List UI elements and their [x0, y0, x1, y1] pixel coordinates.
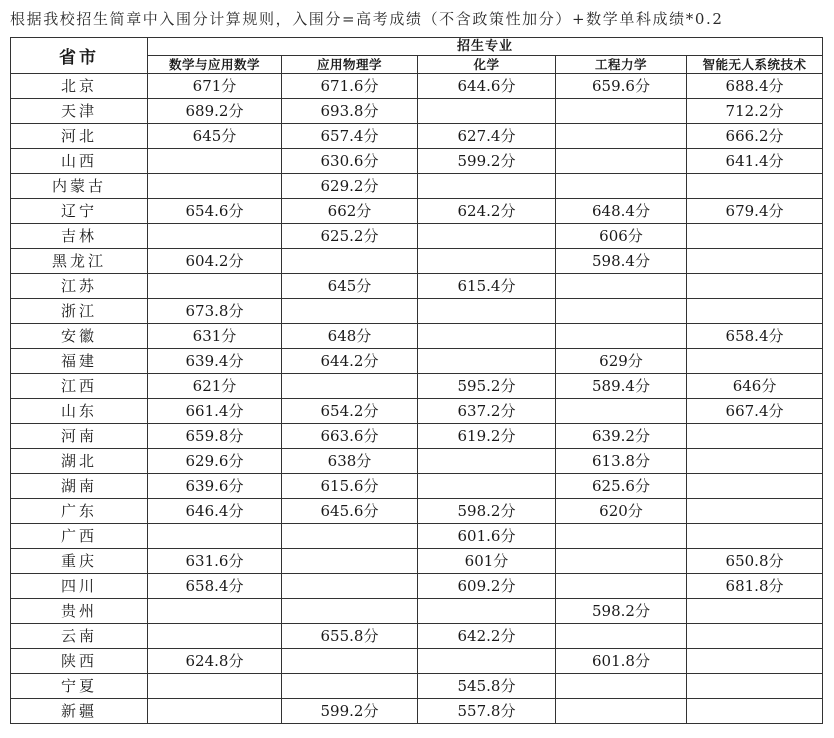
score-cell: 644.2分 — [282, 349, 418, 374]
score-cell — [687, 649, 823, 674]
score-cell: 620分 — [556, 499, 687, 524]
score-cell: 681.8分 — [687, 574, 823, 599]
score-cell: 639.4分 — [148, 349, 282, 374]
score-cell: 638分 — [282, 449, 418, 474]
score-cell — [556, 699, 687, 724]
score-cell: 650.8分 — [687, 549, 823, 574]
score-cell — [556, 549, 687, 574]
score-cell: 630.6分 — [282, 149, 418, 174]
table-row — [11, 299, 823, 324]
score-cell — [687, 474, 823, 499]
score-cell: 662分 — [282, 199, 418, 224]
province-cell: 江苏 — [11, 274, 148, 299]
score-cell: 545.8分 — [418, 674, 556, 699]
score-cell: 648分 — [282, 324, 418, 349]
score-cell — [556, 624, 687, 649]
score-cell — [418, 174, 556, 199]
score-cell — [687, 274, 823, 299]
province-cell: 浙江 — [11, 299, 148, 324]
admission-score-table — [10, 37, 823, 724]
table-row — [11, 399, 823, 424]
province-cell: 湖北 — [11, 449, 148, 474]
score-cell — [148, 274, 282, 299]
score-cell — [282, 524, 418, 549]
score-cell: 598.4分 — [556, 249, 687, 274]
table-row — [11, 224, 823, 249]
score-cell: 598.2分 — [556, 599, 687, 624]
province-cell: 吉林 — [11, 224, 148, 249]
score-cell — [282, 249, 418, 274]
score-cell: 621分 — [148, 374, 282, 399]
score-cell: 659.8分 — [148, 424, 282, 449]
score-cell — [418, 324, 556, 349]
province-cell: 新疆 — [11, 699, 148, 724]
score-cell: 625.2分 — [282, 224, 418, 249]
score-cell: 625.6分 — [556, 474, 687, 499]
score-cell: 599.2分 — [282, 699, 418, 724]
score-cell: 646分 — [687, 374, 823, 399]
province-cell: 陕西 — [11, 649, 148, 674]
score-cell: 595.2分 — [418, 374, 556, 399]
score-cell: 604.2分 — [148, 249, 282, 274]
score-cell — [687, 499, 823, 524]
score-cell — [148, 174, 282, 199]
table-row — [11, 374, 823, 399]
province-cell: 安徽 — [11, 324, 148, 349]
score-cell — [148, 224, 282, 249]
province-cell: 福建 — [11, 349, 148, 374]
score-cell: 648.4分 — [556, 199, 687, 224]
score-cell: 645分 — [282, 274, 418, 299]
score-cell: 629.6分 — [148, 449, 282, 474]
table-row — [11, 424, 823, 449]
score-cell — [418, 224, 556, 249]
province-cell: 山西 — [11, 149, 148, 174]
score-cell — [418, 649, 556, 674]
score-cell — [556, 574, 687, 599]
table-row — [11, 624, 823, 649]
score-cell: 606分 — [556, 224, 687, 249]
province-cell: 四川 — [11, 574, 148, 599]
province-cell: 辽宁 — [11, 199, 148, 224]
score-cell — [687, 699, 823, 724]
score-cell — [418, 449, 556, 474]
score-cell: 679.4分 — [687, 199, 823, 224]
score-cell: 629.2分 — [282, 174, 418, 199]
score-cell: 644.6分 — [418, 74, 556, 99]
score-cell — [282, 574, 418, 599]
province-cell: 河南 — [11, 424, 148, 449]
score-cell: 601.8分 — [556, 649, 687, 674]
score-cell: 613.8分 — [556, 449, 687, 474]
score-cell: 673.8分 — [148, 299, 282, 324]
score-cell: 639.2分 — [556, 424, 687, 449]
score-cell: 639.6分 — [148, 474, 282, 499]
score-cell: 615.4分 — [418, 274, 556, 299]
province-cell: 江西 — [11, 374, 148, 399]
score-cell: 599.2分 — [418, 149, 556, 174]
score-cell: 693.8分 — [282, 99, 418, 124]
table-row — [11, 124, 823, 149]
score-cell — [687, 249, 823, 274]
score-cell — [282, 649, 418, 674]
score-cell — [687, 424, 823, 449]
score-cell — [687, 449, 823, 474]
table-row — [11, 199, 823, 224]
score-cell — [282, 549, 418, 574]
score-cell: 629分 — [556, 349, 687, 374]
table-row — [11, 649, 823, 674]
score-cell — [556, 99, 687, 124]
score-cell — [556, 299, 687, 324]
score-cell — [418, 474, 556, 499]
score-cell: 641.4分 — [687, 149, 823, 174]
province-cell: 湖南 — [11, 474, 148, 499]
score-cell: 615.6分 — [282, 474, 418, 499]
score-cell: 609.2分 — [418, 574, 556, 599]
score-cell: 627.4分 — [418, 124, 556, 149]
score-cell — [687, 524, 823, 549]
table-row — [11, 174, 823, 199]
score-cell — [556, 324, 687, 349]
score-cell: 624.8分 — [148, 649, 282, 674]
score-cell: 598.2分 — [418, 499, 556, 524]
major-header: 应用物理学 — [282, 56, 418, 74]
score-cell: 671分 — [148, 74, 282, 99]
table-row — [11, 524, 823, 549]
score-cell: 654.6分 — [148, 199, 282, 224]
score-cell: 624.2分 — [418, 199, 556, 224]
score-cell: 655.8分 — [282, 624, 418, 649]
score-cell — [687, 599, 823, 624]
table-row — [11, 549, 823, 574]
province-cell: 贵州 — [11, 599, 148, 624]
score-cell — [418, 349, 556, 374]
score-cell — [418, 249, 556, 274]
score-cell: 688.4分 — [687, 74, 823, 99]
province-cell: 广西 — [11, 524, 148, 549]
score-cell: 645.6分 — [282, 499, 418, 524]
table-row — [11, 499, 823, 524]
score-cell — [687, 349, 823, 374]
score-cell — [687, 224, 823, 249]
score-cell: 661.4分 — [148, 399, 282, 424]
score-cell: 642.2分 — [418, 624, 556, 649]
score-cell: 667.4分 — [687, 399, 823, 424]
score-cell — [148, 149, 282, 174]
score-cell — [418, 99, 556, 124]
score-cell — [282, 374, 418, 399]
score-cell — [556, 149, 687, 174]
score-cell: 589.4分 — [556, 374, 687, 399]
score-cell — [556, 274, 687, 299]
score-cell: 601分 — [418, 549, 556, 574]
header-row-group — [11, 38, 823, 56]
table-body — [11, 74, 823, 724]
table-row — [11, 674, 823, 699]
province-cell: 北京 — [11, 74, 148, 99]
table-row — [11, 324, 823, 349]
major-header: 智能无人系统技术 — [687, 56, 823, 74]
province-cell: 天津 — [11, 99, 148, 124]
province-column-header: 省市 — [11, 38, 148, 74]
province-cell: 广东 — [11, 499, 148, 524]
table-row — [11, 349, 823, 374]
score-cell: 658.4分 — [148, 574, 282, 599]
score-cell: 689.2分 — [148, 99, 282, 124]
score-cell — [282, 299, 418, 324]
table-row — [11, 99, 823, 124]
province-cell: 黑龙江 — [11, 249, 148, 274]
score-cell: 666.2分 — [687, 124, 823, 149]
score-cell — [556, 174, 687, 199]
score-cell: 637.2分 — [418, 399, 556, 424]
table-row — [11, 474, 823, 499]
major-header: 化学 — [418, 56, 556, 74]
score-cell: 671.6分 — [282, 74, 418, 99]
major-header: 工程力学 — [556, 56, 687, 74]
score-cell — [148, 674, 282, 699]
score-cell: 557.8分 — [418, 699, 556, 724]
score-cell — [556, 524, 687, 549]
score-cell: 619.2分 — [418, 424, 556, 449]
province-cell: 山东 — [11, 399, 148, 424]
table-row — [11, 249, 823, 274]
table-row — [11, 699, 823, 724]
score-cell: 631.6分 — [148, 549, 282, 574]
province-cell: 河北 — [11, 124, 148, 149]
score-cell — [148, 524, 282, 549]
province-cell: 云南 — [11, 624, 148, 649]
score-cell — [556, 399, 687, 424]
table-row — [11, 599, 823, 624]
score-cell: 631分 — [148, 324, 282, 349]
score-cell — [148, 599, 282, 624]
score-cell — [687, 674, 823, 699]
major-group-header: 招生专业 — [148, 38, 823, 56]
score-cell — [556, 124, 687, 149]
major-header: 数学与应用数学 — [148, 56, 282, 74]
table-row — [11, 574, 823, 599]
score-cell: 646.4分 — [148, 499, 282, 524]
score-cell: 657.4分 — [282, 124, 418, 149]
table-row — [11, 449, 823, 474]
table-row — [11, 274, 823, 299]
score-cell — [556, 674, 687, 699]
score-cell: 654.2分 — [282, 399, 418, 424]
score-cell — [687, 299, 823, 324]
table-caption: 根据我校招生简章中入围分计算规则，入围分=高考成绩（不含政策性加分）+数学单科成绩*0.2 — [10, 10, 724, 28]
province-cell: 宁夏 — [11, 674, 148, 699]
score-cell: 659.6分 — [556, 74, 687, 99]
score-cell: 712.2分 — [687, 99, 823, 124]
score-cell: 658.4分 — [687, 324, 823, 349]
score-cell: 601.6分 — [418, 524, 556, 549]
score-cell — [282, 599, 418, 624]
province-cell: 内蒙古 — [11, 174, 148, 199]
score-cell: 663.6分 — [282, 424, 418, 449]
table-row — [11, 74, 823, 99]
score-cell — [282, 674, 418, 699]
score-cell — [418, 299, 556, 324]
province-cell: 重庆 — [11, 549, 148, 574]
table-row — [11, 149, 823, 174]
score-cell — [148, 699, 282, 724]
score-cell — [687, 174, 823, 199]
score-cell: 645分 — [148, 124, 282, 149]
score-cell — [148, 624, 282, 649]
score-cell — [418, 599, 556, 624]
score-cell — [687, 624, 823, 649]
